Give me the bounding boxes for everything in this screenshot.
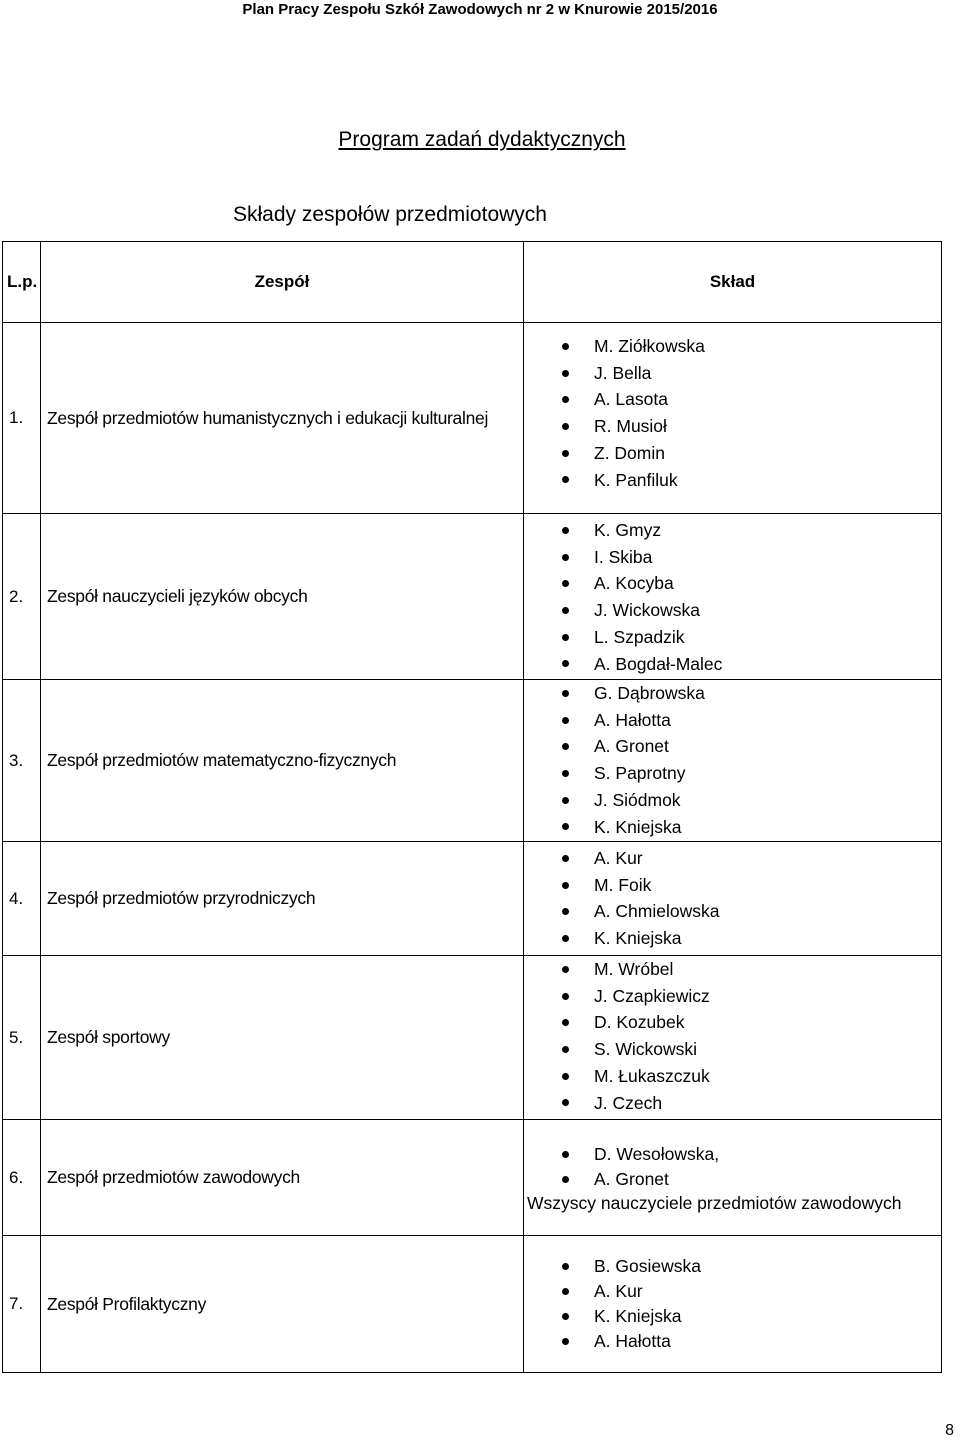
members-list [524, 1254, 941, 1354]
page-header: Plan Pracy Zespołu Szkół Zawodowych nr 2 w Knurowie 2015/2016 [242, 1, 718, 18]
list-item: L. Szpadzik [524, 624, 941, 651]
header-lp: L.p. [3, 242, 41, 323]
members-cell [524, 1120, 942, 1236]
table-row [3, 323, 942, 514]
list-item: I. Skiba [524, 544, 941, 571]
members-list [524, 956, 941, 1116]
list-item: A. Bogdał-Malec [524, 651, 941, 678]
list-item: K. Kniejska [524, 814, 941, 841]
members-cell [524, 956, 942, 1120]
teams-table [2, 241, 942, 1373]
row-number: 5. [3, 956, 41, 1120]
members-list [524, 333, 941, 493]
list-item: M. Ziółkowska [524, 333, 941, 360]
list-item: K. Panfiluk [524, 467, 941, 494]
table-row [3, 842, 942, 956]
table-header-row [3, 242, 942, 323]
team-name: Zespół przedmiotów matematyczno-fizycznych [41, 680, 524, 842]
page-number: 8 [945, 1422, 954, 1439]
list-item: J. Czech [524, 1090, 941, 1117]
list-item: D. Kozubek [524, 1009, 941, 1036]
members-cell [524, 1236, 942, 1373]
list-item: S. Wickowski [524, 1036, 941, 1063]
list-item: A. Hałotta [524, 1329, 941, 1354]
page-title: Program zadań dydaktycznych [338, 128, 626, 151]
row-number: 7. [3, 1236, 41, 1373]
table-row [3, 956, 942, 1120]
list-item: A. Hałotta [524, 707, 941, 734]
list-item: G. Dąbrowska [524, 680, 941, 707]
row-number: 2. [3, 514, 41, 680]
table-row [3, 514, 942, 680]
list-item: M. Wróbel [524, 956, 941, 983]
list-item: J. Wickowska [524, 597, 941, 624]
members-list [524, 845, 941, 952]
row-number: 3. [3, 680, 41, 842]
table-row [3, 680, 942, 842]
header-members: Skład [524, 242, 942, 323]
list-item: A. Kur [524, 845, 941, 872]
row-number: 1. [3, 323, 41, 514]
list-item: A. Gronet [524, 733, 941, 760]
members-cell [524, 842, 942, 956]
list-item: K. Kniejska [524, 1304, 941, 1329]
team-name: Zespół sportowy [41, 956, 524, 1120]
header-team: Zespół [41, 242, 524, 323]
members-note: Wszyscy nauczyciele przedmiotów zawodowych [527, 1192, 902, 1213]
page-subtitle: Składy zespołów przedmiotowych [233, 203, 547, 226]
list-item: J. Siódmok [524, 787, 941, 814]
table-row [3, 1120, 942, 1236]
list-item: M. Foik [524, 872, 941, 899]
list-item: Z. Domin [524, 440, 941, 467]
list-item: K. Kniejska [524, 925, 941, 952]
team-name: Zespół przedmiotów zawodowych [41, 1120, 524, 1236]
list-item: D. Wesołowska, [524, 1142, 941, 1168]
row-number: 4. [3, 842, 41, 956]
members-list [524, 1142, 941, 1193]
list-item: A. Kur [524, 1279, 941, 1304]
list-item: J. Bella [524, 360, 941, 387]
members-list [524, 680, 941, 840]
list-item: B. Gosiewska [524, 1254, 941, 1279]
list-item: J. Czapkiewicz [524, 983, 941, 1010]
team-name: Zespół nauczycieli języków obcych [41, 514, 524, 680]
table-row [3, 1236, 942, 1373]
list-item: K. Gmyz [524, 517, 941, 544]
members-cell [524, 514, 942, 680]
list-item: S. Paprotny [524, 760, 941, 787]
list-item: A. Kocyba [524, 570, 941, 597]
team-name: Zespół przedmiotów humanistycznych i edukacji kulturalnej [41, 323, 524, 514]
list-item: A. Lasota [524, 386, 941, 413]
team-name: Zespół Profilaktyczny [41, 1236, 524, 1373]
team-name: Zespół przedmiotów przyrodniczych [41, 842, 524, 956]
row-number: 6. [3, 1120, 41, 1236]
list-item: M. Łukaszczuk [524, 1063, 941, 1090]
members-cell [524, 680, 942, 842]
list-item: A. Gronet [524, 1167, 941, 1193]
list-item: R. Musioł [524, 413, 941, 440]
members-cell [524, 323, 942, 514]
members-list [524, 517, 941, 677]
list-item: A. Chmielowska [524, 898, 941, 925]
